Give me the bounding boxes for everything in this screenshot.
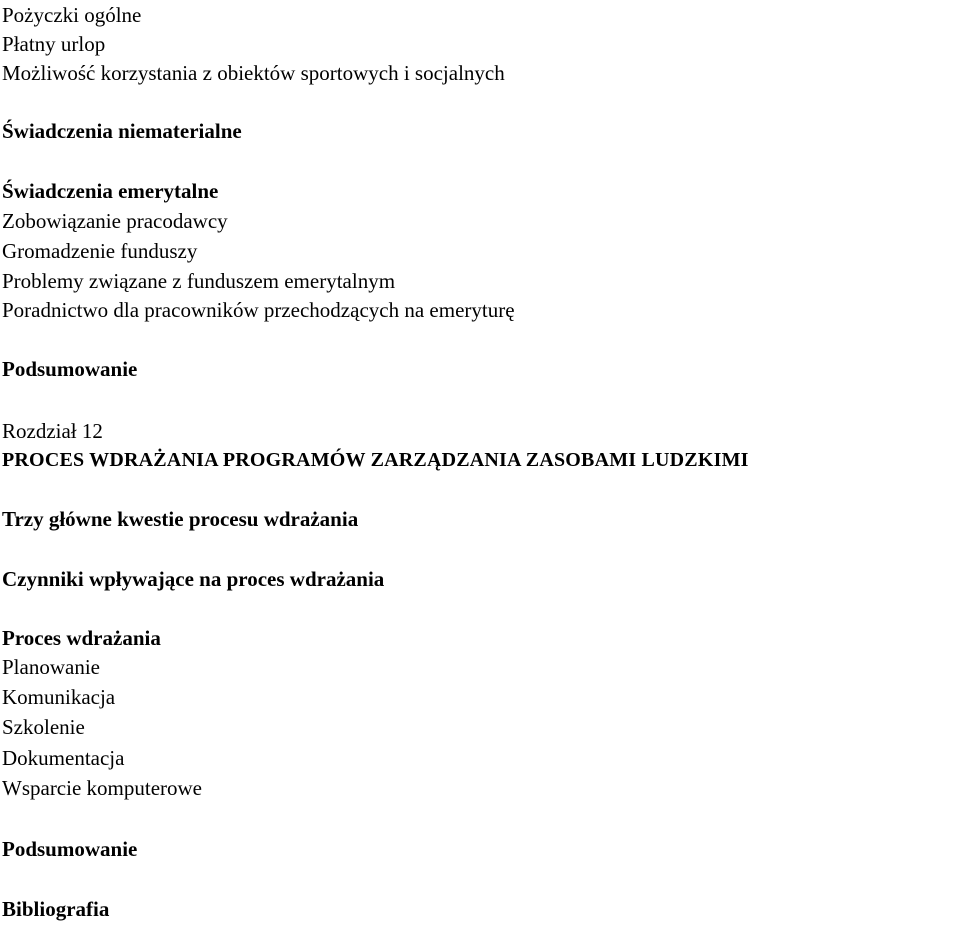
toc-heading: Podsumowanie: [2, 837, 138, 861]
chapter-number: Rozdział 12: [2, 419, 103, 443]
toc-item: Problemy związane z funduszem emerytalnym: [2, 269, 396, 293]
toc-item: Możliwość korzystania z obiektów sportowych i socjalnych: [2, 61, 505, 85]
chapter-title: PROCES WDRAŻANIA PROGRAMÓW ZARZĄDZANIA ZASOBAMI LUDZKIMI: [2, 449, 749, 471]
toc-heading: Czynniki wpływające na proces wdrażania: [2, 567, 385, 591]
toc-item: Wsparcie komputerowe: [2, 776, 203, 800]
toc-heading: Trzy główne kwestie procesu wdrażania: [2, 507, 359, 531]
toc-item: Pożyczki ogólne: [2, 3, 142, 27]
toc-item: Komunikacja: [2, 685, 116, 709]
toc-item: Dokumentacja: [2, 746, 125, 770]
toc-heading: Podsumowanie: [2, 357, 138, 381]
toc-heading: Świadczenia emerytalne: [2, 179, 219, 203]
toc-item: Planowanie: [2, 655, 100, 679]
toc-heading: Świadczenia niematerialne: [2, 119, 242, 143]
toc-item: Zobowiązanie pracodawcy: [2, 209, 228, 233]
toc-item: Gromadzenie funduszy: [2, 239, 198, 263]
toc-item: Szkolenie: [2, 715, 85, 739]
toc-heading: Bibliografia: [2, 897, 110, 921]
toc-heading: Proces wdrażania: [2, 626, 161, 650]
toc-item: Płatny urlop: [2, 32, 106, 56]
toc-item: Poradnictwo dla pracowników przechodzących na emeryturę: [2, 298, 515, 322]
